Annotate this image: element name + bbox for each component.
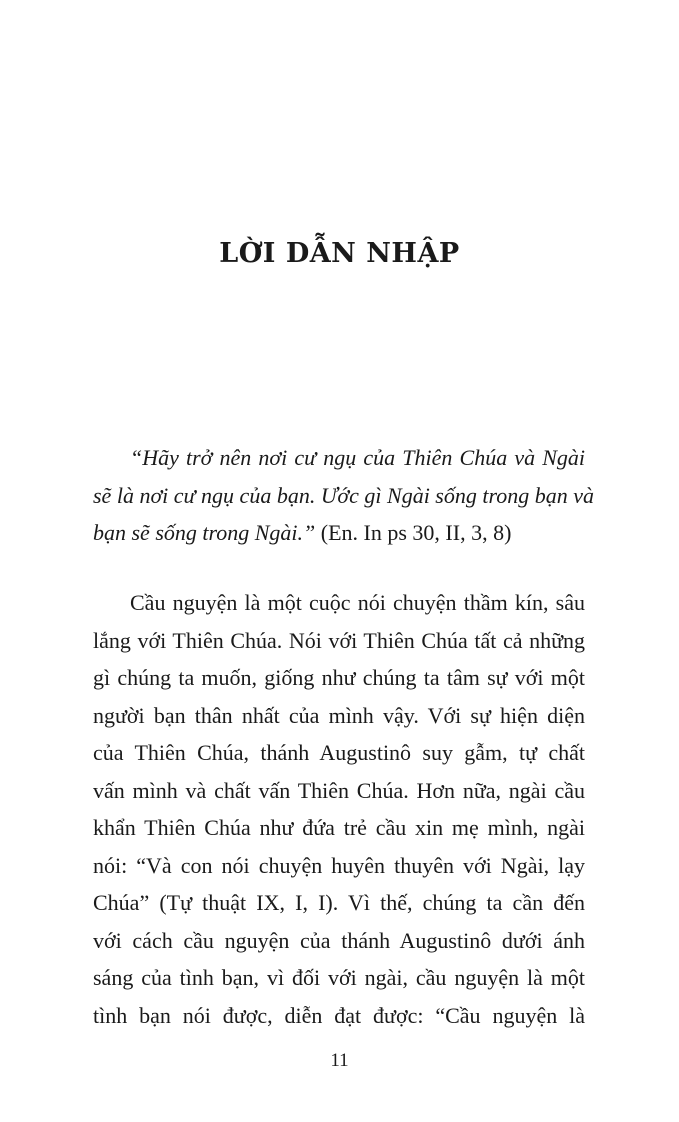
epigraph-citation: (En. In ps 30, II, 3, 8) (315, 520, 512, 545)
paragraph-line: sáng của tình bạn, vì đối với ngài, cầu nguyện là một (93, 965, 585, 990)
paragraph-line: lắng với Thiên Chúa. Nói với Thiên Chúa tất cả những (93, 627, 585, 653)
epigraph-last-line (93, 514, 585, 552)
body-paragraph (93, 584, 585, 1034)
paragraph-line: người bạn thân nhất của mình vậy. Với sự hiện diện (93, 702, 585, 728)
paragraph-line: tình bạn nói được, diễn đạt được: “Cầu nguyện là (93, 1002, 585, 1028)
paragraph-line: của Thiên Chúa, thánh Augustinô suy gẫm, tự chất (93, 740, 585, 765)
paragraph-line: Chúa” (Tự thuật IX, I, I). Vì thế, chúng ta cần đến (93, 890, 585, 915)
epigraph-line: “Hãy trở nên nơi cư ngụ của Thiên Chúa và Ngài (130, 445, 585, 470)
paragraph-line: khẩn Thiên Chúa như đứa trẻ cầu xin mẹ mình, ngài (93, 815, 585, 840)
paragraph-line: nói: “Và con nói chuyện huyên thuyên với Ngài, lạy (93, 852, 585, 878)
paragraph-line: gì chúng ta muốn, giống như chúng ta tâm sự với một (93, 665, 585, 690)
paragraph-line: vấn mình và chất vấn Thiên Chúa. Hơn nữa, ngài cầu (93, 777, 585, 803)
paragraph-line: với cách cầu nguyện của thánh Augustinô dưới ánh (93, 927, 585, 953)
epigraph-quote-end: bạn sẽ sống trong Ngài.” (93, 520, 316, 545)
epigraph-line: sẽ là nơi cư ngụ của bạn. Ước gì Ngài sống trong bạn và (93, 482, 594, 508)
page-number: 11 (330, 1050, 349, 1071)
page-title: LỜI DẪN NHẬP (219, 238, 460, 269)
epigraph (93, 439, 594, 552)
paragraph-line: Cầu nguyện là một cuộc nói chuyện thầm kín, sâu (130, 590, 585, 615)
